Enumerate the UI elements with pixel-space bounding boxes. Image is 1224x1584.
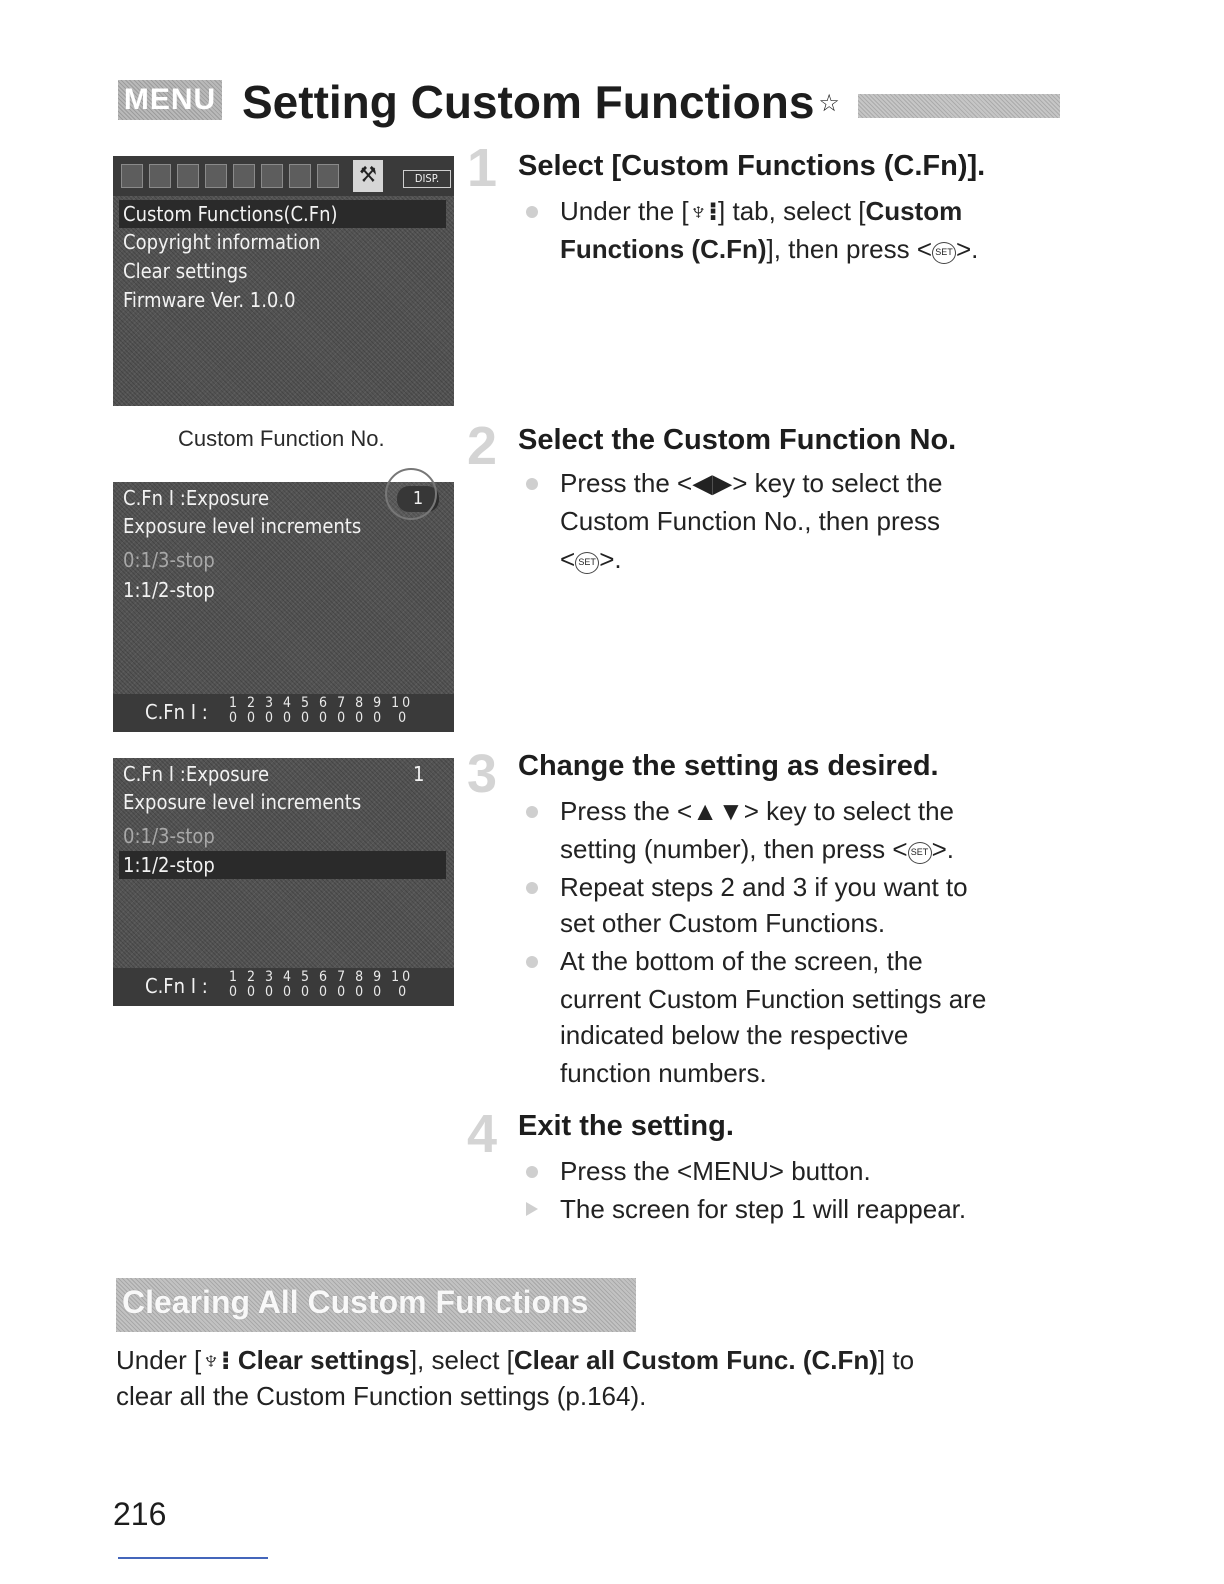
star-icon: ☆ bbox=[818, 90, 840, 117]
step-text: current Custom Function settings are bbox=[560, 984, 987, 1014]
text-run: >. bbox=[956, 234, 979, 264]
cfn-setting-values: 0 0 0 0 0 0 0 0 0 0 bbox=[229, 984, 410, 1000]
menu-tab-bar bbox=[113, 156, 454, 196]
step-text: set other Custom Functions. bbox=[560, 908, 886, 938]
menu-tab bbox=[289, 164, 311, 188]
step-text bbox=[560, 830, 954, 868]
step-title: Exit the setting. bbox=[518, 1110, 734, 1142]
text-run: >. bbox=[599, 544, 622, 574]
cfn-function-numbers: 1 2 3 4 5 6 7 8 9 10 bbox=[229, 695, 414, 711]
cfn-setting-values: 0 0 0 0 0 0 0 0 0 0 bbox=[229, 710, 410, 726]
camera-screen-cfn-setting bbox=[113, 758, 454, 1006]
camera-screen-menu bbox=[113, 156, 454, 406]
menu-item: Clear settings bbox=[123, 259, 248, 283]
step-number: 1 bbox=[466, 138, 498, 198]
cfn-name: Exposure level increments bbox=[123, 790, 362, 814]
bullet-icon bbox=[526, 956, 538, 968]
page-number: 216 bbox=[113, 1496, 167, 1532]
text-run: < bbox=[560, 544, 576, 574]
text-run: ], then press < bbox=[766, 234, 932, 264]
menu-tab bbox=[317, 164, 339, 188]
step-text: Repeat steps 2 and 3 if you want to bbox=[560, 872, 968, 902]
cfn-status-values bbox=[229, 970, 413, 1000]
menu-badge: MENU bbox=[118, 80, 222, 120]
text-run: setting (number), then press < bbox=[560, 834, 908, 864]
step-number: 3 bbox=[466, 744, 498, 804]
clearing-section-header bbox=[116, 1278, 636, 1332]
clearing-text: clear all the Custom Function settings (p.164). bbox=[116, 1381, 647, 1411]
step-text: Press the <MENU> button. bbox=[560, 1156, 871, 1186]
bullet-icon bbox=[526, 206, 538, 218]
text-run: ], select [ bbox=[409, 1345, 514, 1375]
page-title-text: Setting Custom Functions bbox=[242, 76, 815, 128]
cfn-number: 1 bbox=[413, 762, 425, 786]
footer-rule bbox=[118, 1557, 268, 1559]
menu-item: Copyright information bbox=[123, 230, 321, 254]
step-text: At the bottom of the screen, the bbox=[560, 946, 923, 976]
cfn-option: 1:1/2-stop bbox=[123, 853, 215, 877]
cfn-status-label: C.Fn I : bbox=[145, 700, 208, 724]
custom-function-no-caption: Custom Function No. bbox=[178, 426, 385, 451]
step-text: Custom Function No., then press bbox=[560, 506, 941, 536]
page-header bbox=[118, 74, 1060, 130]
cfn-group-label: C.Fn I :Exposure bbox=[123, 486, 270, 510]
menu-tab bbox=[205, 164, 227, 188]
cfn-name: Exposure level increments bbox=[123, 514, 362, 538]
cfn-status-label: C.Fn I : bbox=[145, 974, 208, 998]
text-run: ] to bbox=[877, 1345, 915, 1375]
number-callout-circle bbox=[385, 468, 437, 520]
cfn-option: 0:1/3-stop bbox=[123, 824, 215, 848]
set-button-icon: SET bbox=[932, 242, 956, 264]
bullet-icon bbox=[526, 1166, 538, 1178]
menu-item: Firmware Ver. 1.0.0 bbox=[123, 288, 296, 312]
step-title: Select the Custom Function No. bbox=[518, 424, 957, 456]
step-text: function numbers. bbox=[560, 1058, 767, 1088]
title-decoration-bar bbox=[858, 94, 1060, 118]
setup-tab-icon: ⚒ bbox=[353, 160, 383, 192]
cfn-group-label: C.Fn I :Exposure bbox=[123, 762, 270, 786]
step-text bbox=[560, 230, 978, 268]
text-run: >. bbox=[931, 834, 954, 864]
step-result-text: The screen for step 1 will reappear. bbox=[560, 1194, 967, 1224]
bullet-icon bbox=[526, 478, 538, 490]
cfn-function-numbers: 1 2 3 4 5 6 7 8 9 10 bbox=[229, 969, 414, 985]
cfn-option: 1:1/2-stop bbox=[123, 578, 215, 602]
step-title: Change the setting as desired. bbox=[518, 750, 939, 782]
cfn-option: 0:1/3-stop bbox=[123, 548, 215, 572]
text-run: ] tab, select [ bbox=[718, 196, 866, 226]
set-button-icon: SET bbox=[575, 552, 599, 574]
text-run: Custom bbox=[865, 196, 963, 226]
text-run: Clear settings bbox=[230, 1345, 410, 1375]
setup-tab-glyph: ♆⁝ bbox=[201, 1345, 231, 1375]
cfn-status-bar bbox=[113, 968, 454, 1006]
menu-tab bbox=[261, 164, 283, 188]
step-number: 2 bbox=[466, 416, 498, 476]
menu-tab bbox=[149, 164, 171, 188]
cfn-number-badge: 1 bbox=[397, 486, 439, 512]
camera-screen-cfn-select bbox=[113, 482, 454, 732]
cfn-status-values bbox=[229, 696, 413, 726]
step-title: Select [Custom Functions (C.Fn)]. bbox=[518, 150, 986, 182]
cfn-status-bar bbox=[113, 694, 454, 732]
bullet-icon bbox=[526, 882, 538, 894]
page-title bbox=[242, 74, 840, 130]
menu-tab bbox=[233, 164, 255, 188]
menu-tab bbox=[177, 164, 199, 188]
set-button-icon: SET bbox=[908, 842, 932, 864]
disp-button-icon: DISP. bbox=[403, 170, 451, 188]
bullet-icon bbox=[526, 806, 538, 818]
step-text: Press the <▲▼> key to select the bbox=[560, 796, 954, 826]
text-run: Under [ bbox=[116, 1345, 202, 1375]
clearing-section-title: Clearing All Custom Functions bbox=[122, 1284, 589, 1320]
menu-tab bbox=[121, 164, 143, 188]
step-number: 4 bbox=[466, 1104, 498, 1164]
result-arrow-icon bbox=[526, 1202, 538, 1216]
step-text: Press the <◀▶> key to select the bbox=[560, 468, 943, 498]
setup-tab-glyph: ♆⁝ bbox=[688, 196, 719, 226]
text-run: Clear all Custom Func. (C.Fn) bbox=[513, 1345, 878, 1375]
menu-item: Custom Functions(C.Fn) bbox=[123, 202, 338, 226]
step-text bbox=[560, 540, 622, 578]
step-text: indicated below the respective bbox=[560, 1020, 909, 1050]
clearing-text bbox=[116, 1342, 914, 1378]
text-run: Functions (C.Fn) bbox=[560, 234, 767, 264]
text-run: Under the [ bbox=[560, 196, 689, 226]
step-text bbox=[560, 192, 962, 230]
